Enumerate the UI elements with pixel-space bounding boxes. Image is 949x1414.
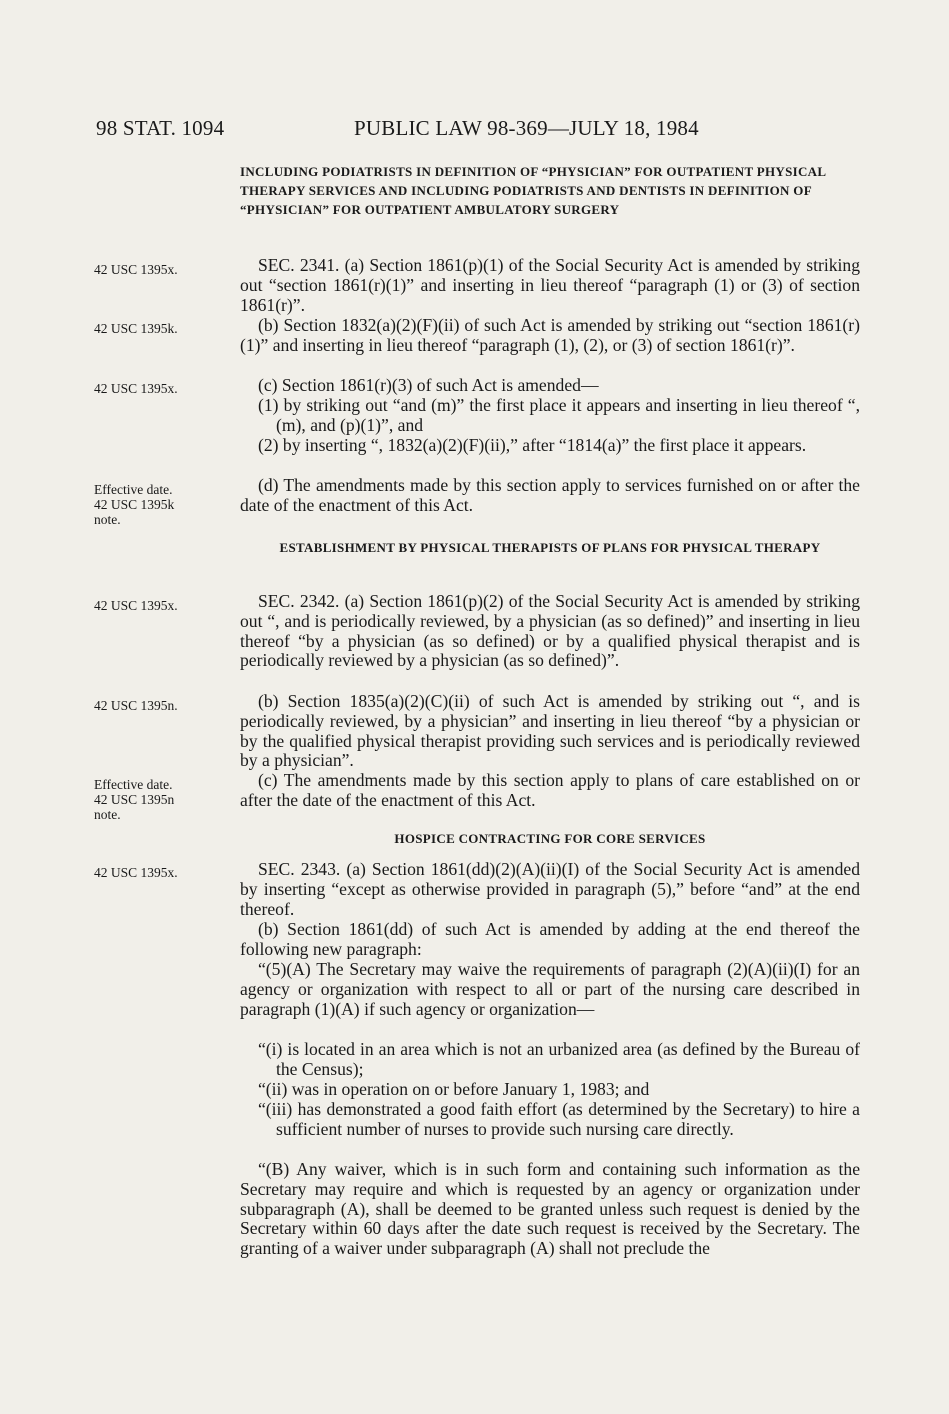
paragraph-5-a-i: “(i) is located in an area which is not an urbanized area (as defined by the Bureau of the Census);: [258, 1039, 860, 1079]
public-law-title: PUBLIC LAW 98-369—JULY 18, 1984: [354, 116, 699, 140]
section-heading-2343: HOSPICE CONTRACTING FOR CORE SERVICES: [394, 831, 706, 846]
margin-note: 42 USC 1395x.: [94, 598, 178, 613]
section-heading-2342: ESTABLISHMENT BY PHYSICAL THERAPISTS OF PLANS FOR PHYSICAL THERAPY: [279, 540, 821, 555]
section-2341-c-2: (2) by inserting “, 1832(a)(2)(F)(ii),” after “1814(a)” the first place it appears.: [258, 435, 807, 455]
section-heading-2341: INCLUDING PODIATRISTS IN DEFINITION OF “PHYSICIAN” FOR OUTPATIENT PHYSICAL THERAPY SERVICES AND INCLUDING PODIATRISTS AND DENTISTS IN DEFINITION OF “PHYSICIAN” FOR OUTPATIENT AMBULATORY SURGERY: [240, 164, 826, 217]
section-2341-d: (d) The amendments made by this section apply to services furnished on or after the date of the enactment of this Act.: [240, 475, 860, 515]
margin-note: 42 USC 1395x.: [94, 262, 178, 277]
paragraph-5-b: “(B) Any waiver, which is in such form and containing such information as the Secretary may require and which is requested by an agency or organization under subparagraph (A), shall be deemed to be granted unless such request is denied by the Secretary within 60 days after the date such request is received by the Secretary. The granting of a waiver under subparagraph (A) shall not preclude the: [240, 1159, 860, 1259]
section-2341-a: SEC. 2341. (a) Section 1861(p)(1) of the Social Security Act is amended by striking out “section 1861(r)(1)” and inserting in lieu thereof “paragraph (1) or (3) of section 1861(r)”.: [240, 255, 860, 315]
section-2342-a: SEC. 2342. (a) Section 1861(p)(2) of the Social Security Act is amended by striking out “, and is periodically reviewed, by a physician (as so defined)” and inserting in lieu thereof “by a physician (as so defined) or by a qualified physical therapist and is periodically reviewed by a physician (as so defined)”.: [240, 591, 860, 671]
section-2341-b: (b) Section 1832(a)(2)(F)(ii) of such Act is amended by striking out “section 1861(r)(1)” and inserting in lieu thereof “paragraph (1), (2), or (3) of section 1861(r)”.: [240, 315, 860, 355]
margin-note: 42 USC 1395x.: [94, 381, 178, 396]
section-2342-c: (c) The amendments made by this section apply to plans of care established on or after the date of the enactment of this Act.: [240, 770, 860, 810]
section-2343-b: (b) Section 1861(dd) of such Act is amended by adding at the end thereof the following new paragraph:: [240, 919, 860, 959]
stat-page-number: 98 STAT. 1094: [96, 116, 225, 140]
margin-note: 42 USC 1395k.: [94, 321, 178, 336]
margin-note: 42 USC 1395x.: [94, 865, 178, 880]
section-2342-b: (b) Section 1835(a)(2)(C)(ii) of such Act is amended by striking out “, and is periodically reviewed, by a physician” and inserting in lieu thereof “by a physician or by the qualified physical therapist providing such services and is periodically reviewed by a physician”.: [240, 691, 860, 771]
margin-note-effective-date: Effective date. 42 USC 1395n note.: [94, 777, 175, 822]
margin-note: 42 USC 1395n.: [94, 698, 178, 713]
paragraph-5-a-iii: “(iii) has demonstrated a good faith effort (as determined by the Secretary) to hire a sufficient number of nurses to provide such nursing care directly.: [258, 1099, 860, 1139]
margin-note-effective-date: Effective date. 42 USC 1395k note.: [94, 482, 175, 527]
section-2341-c: (c) Section 1861(r)(3) of such Act is amended—: [258, 375, 599, 395]
paragraph-5-a: “(5)(A) The Secretary may waive the requirements of paragraph (2)(A)(ii)(I) for an agency or organization with respect to all or part of the nursing care described in paragraph (1)(A) if such agency or organization—: [240, 959, 860, 1019]
section-2341-c-1: (1) by striking out “and (m)” the first place it appears and inserting in lieu thereof “, (m), and (p)(1)”, and: [258, 395, 860, 435]
paragraph-5-a-ii: “(ii) was in operation on or before January 1, 1983; and: [258, 1079, 650, 1099]
section-2343-a: SEC. 2343. (a) Section 1861(dd)(2)(A)(ii)(I) of the Social Security Act is amended by inserting “except as otherwise provided in paragraph (5),” before “and” at the end thereof.: [240, 859, 860, 919]
